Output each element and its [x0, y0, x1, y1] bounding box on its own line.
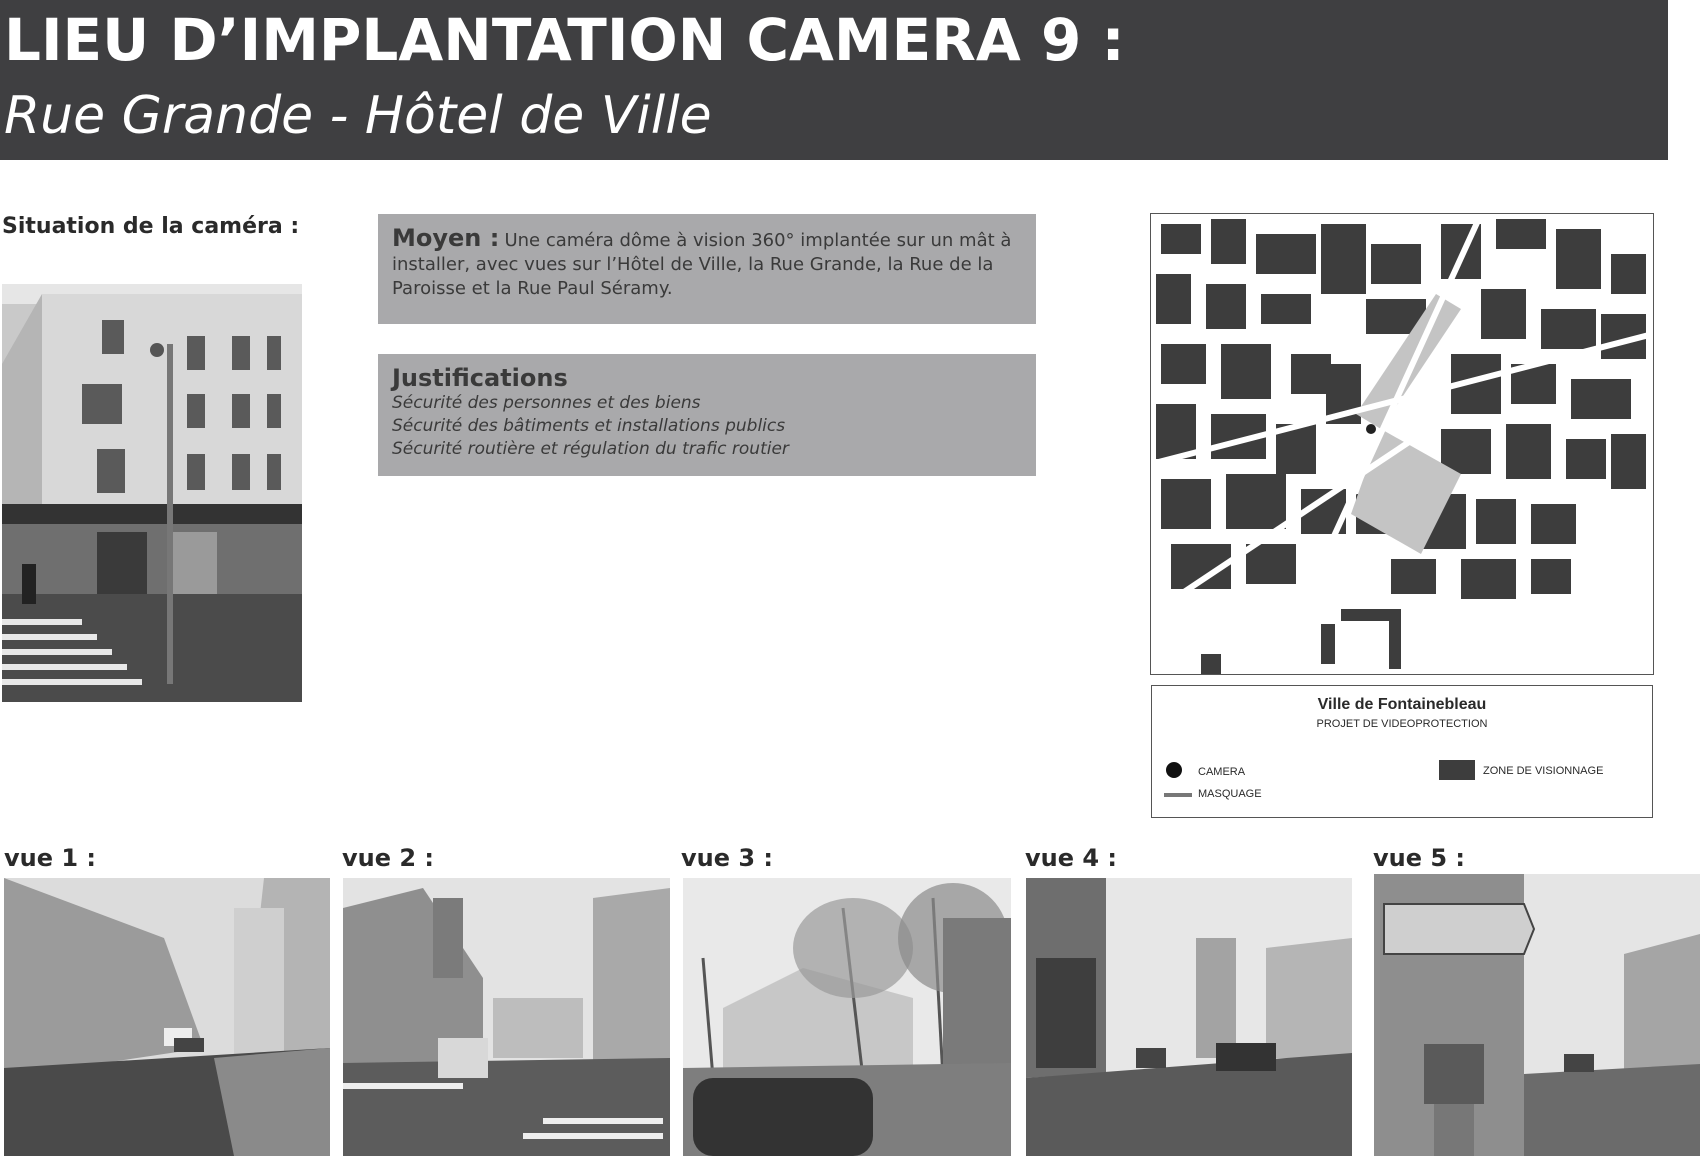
situation-label: Situation de la caméra : — [2, 214, 300, 239]
location-map — [1150, 213, 1654, 675]
view-label-4: vue 4 : — [1025, 844, 1118, 872]
view-label-1: vue 1 : — [4, 844, 97, 872]
camera-location-photo — [2, 284, 302, 702]
masquage-swatch — [1164, 793, 1192, 797]
justifications-box — [378, 354, 1036, 476]
view-photo-3 — [683, 878, 1011, 1156]
title-banner — [0, 0, 1668, 160]
legend-masquage-label: MASQUAGE — [1198, 788, 1262, 800]
justifications-heading: Justifications — [392, 364, 568, 392]
view-label-5: vue 5 : — [1373, 844, 1466, 872]
justification-item: Sécurité des personnes et des biens — [392, 393, 701, 413]
page-title: LIEU D’IMPLANTATION CAMERA 9 : — [4, 6, 1125, 74]
view-photo-5 — [1374, 874, 1700, 1156]
justification-item: Sécurité routière et régulation du trafic routier — [392, 439, 789, 459]
legend-zone-label: ZONE DE VISIONNAGE — [1483, 765, 1604, 777]
justification-item: Sécurité des bâtiments et installations publics — [392, 416, 786, 436]
camera-icon — [1166, 762, 1182, 778]
legend-title: Ville de Fontainebleau — [1317, 696, 1487, 713]
zone-swatch — [1439, 760, 1475, 780]
view-photo-1 — [4, 878, 330, 1156]
view-label-2: vue 2 : — [342, 844, 435, 872]
view-photo-4 — [1026, 878, 1352, 1156]
means-heading: Moyen : — [392, 224, 500, 252]
means-text: Une caméra dôme à vision 360° implantée sur un mât à installer, avec vues sur l’Hôtel de Ville, la Rue Grande, la Rue de la Paroisse et la Rue Paul Séramy. — [392, 230, 1012, 299]
means-box — [378, 214, 1036, 324]
view-photo-2 — [343, 878, 670, 1156]
map-legend — [1151, 685, 1653, 818]
page-subtitle: Rue Grande - Hôtel de Ville — [4, 86, 712, 146]
view-label-3: vue 3 : — [681, 844, 774, 872]
legend-subtitle: PROJET DE VIDEOPROTECTION — [1316, 718, 1488, 730]
legend-camera-label: CAMERA — [1198, 766, 1246, 778]
